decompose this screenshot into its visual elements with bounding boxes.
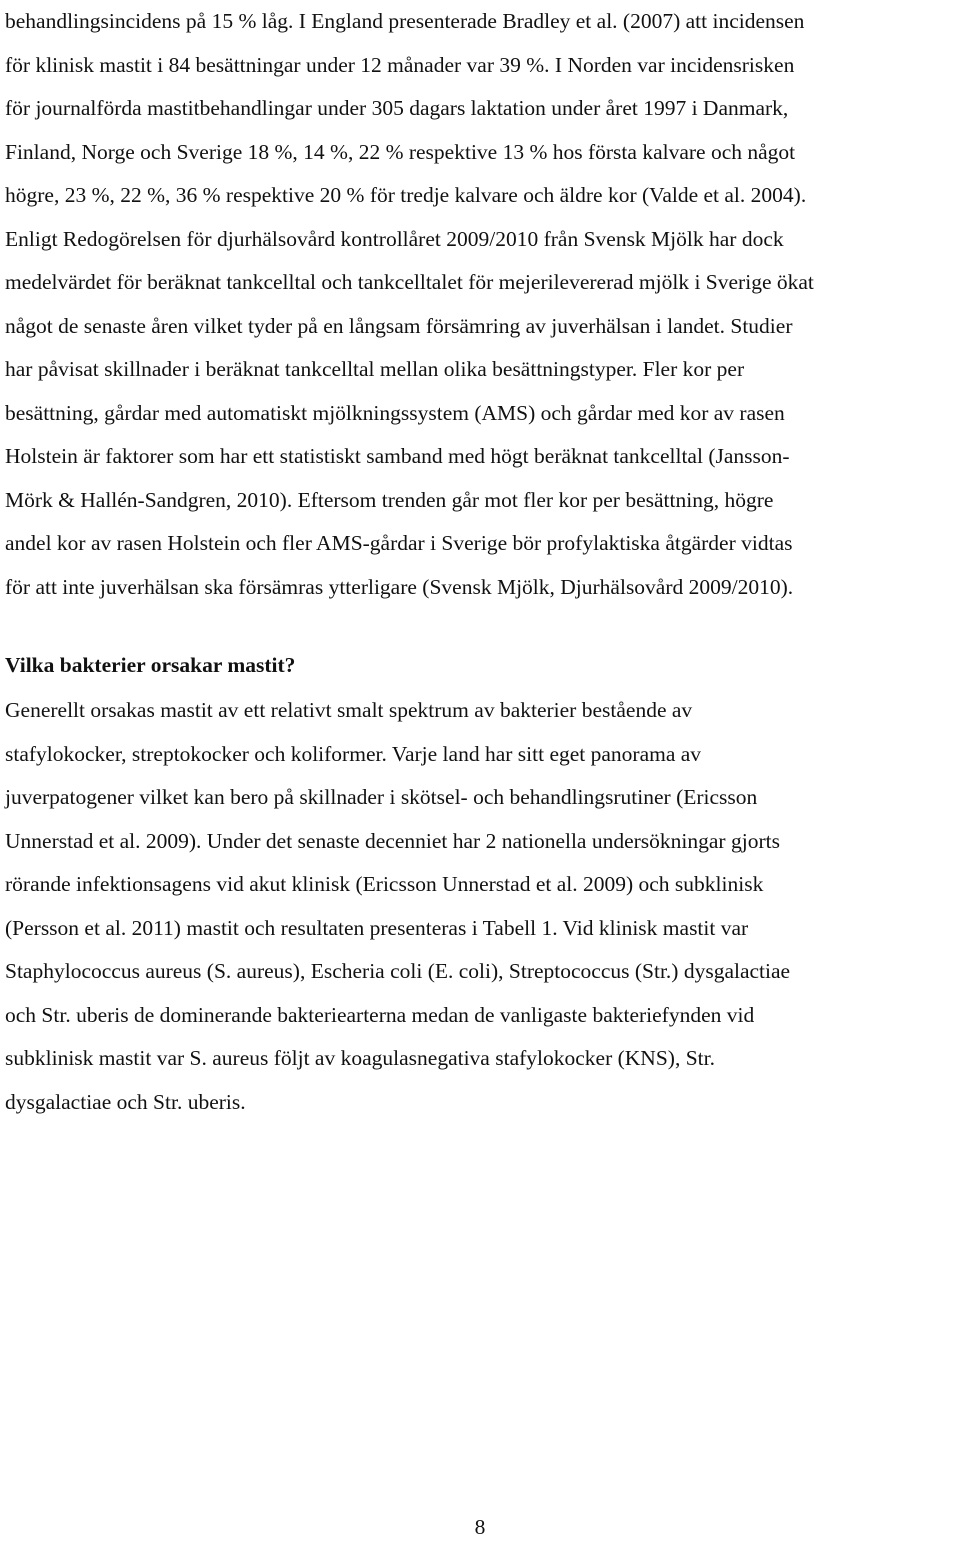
text-line: rörande infektionsagens vid akut klinisk (Ericsson Unnerstad et al. 2009) och subklinisk xyxy=(5,872,764,896)
page-number: 8 xyxy=(474,1515,486,1539)
text-line: Mörk & Hallén-Sandgren, 2010). Eftersom trenden går mot fler kor per besättning, högre xyxy=(5,487,774,512)
paragraph-mastit-incidens xyxy=(5,0,945,609)
section-heading: Vilka bakterier orsakar mastit? xyxy=(5,653,296,677)
text-line: medelvärdet för beräknat tankcelltal och tankcelltalet för mejerilevererad mjölk i Sverige ökat xyxy=(5,270,814,294)
text-line: har påvisat skillnader i beräknat tankcelltal mellan olika besättningstyper. Fler kor per xyxy=(5,357,745,381)
text-line: Finland, Norge och Sverige 18 %, 14 %, 22 % respektive 13 % hos första kalvare och något xyxy=(5,139,796,164)
text-line: behandlingsincidens på 15 % låg. I England presenterade Bradley et al. (2007) att incidensen xyxy=(5,9,805,33)
text-line: för att inte juverhälsan ska försämras ytterligare (Svensk Mjölk, Djurhälsovård 2009/2010). xyxy=(5,574,794,599)
paragraph-bakterier xyxy=(5,689,945,1124)
text-line: Holstein är faktorer som har ett statistiskt samband med högt beräknat tankcelltal (Jansson- xyxy=(5,444,790,468)
text-line: för journalförda mastitbehandlingar under 305 dagars laktation under året 1997 i Danmark, xyxy=(5,96,789,120)
text-line: dysgalactiae och Str. uberis. xyxy=(5,1089,246,1114)
text-line: Unnerstad et al. 2009). Under det senaste decenniet har 2 nationella undersökningar gjorts xyxy=(5,828,780,853)
text-line: högre, 23 %, 22 %, 36 % respektive 20 % för tredje kalvare och äldre kor (Valde et al. 2004). xyxy=(5,183,807,207)
text-line: (Persson et al. 2011) mastit och resultaten presenteras i Tabell 1. Vid klinisk mastit var xyxy=(5,915,749,940)
text-line: för klinisk mastit i 84 besättningar under 12 månader var 39 %. I Norden var incidensrisken xyxy=(5,52,795,77)
text-line: stafylokocker, streptokocker och koliformer. Varje land har sitt eget panorama av xyxy=(5,741,702,766)
text-line: och Str. uberis de dominerande bakteriearterna medan de vanligaste bakteriefynden vid xyxy=(5,1002,755,1027)
text-line: Staphylococcus aureus (S. aureus), Escheria coli (E. coli), Streptococcus (Str.) dysgalactiae xyxy=(5,959,791,983)
text-line: juverpatogener vilket kan bero på skillnader i skötsel- och behandlingsrutiner (Ericsson xyxy=(5,785,758,809)
text-line: Enligt Redogörelsen för djurhälsovård kontrollåret 2009/2010 från Svensk Mjölk har dock xyxy=(5,226,784,251)
text-line: subklinisk mastit var S. aureus följt av koagulasnegativa stafylokocker (KNS), Str. xyxy=(5,1046,715,1070)
text-line: Generellt orsakas mastit av ett relativt smalt spektrum av bakterier bestående av xyxy=(5,698,693,722)
text-line: något de senaste åren vilket tyder på en långsam försämring av juverhälsan i landet. Studier xyxy=(5,313,793,338)
text-line: andel kor av rasen Holstein och fler AMS-gårdar i Sverige bör profylaktiska åtgärder vidtas xyxy=(5,531,793,555)
text-line: besättning, gårdar med automatiskt mjölkningssystem (AMS) och gårdar med kor av rasen xyxy=(5,400,785,425)
